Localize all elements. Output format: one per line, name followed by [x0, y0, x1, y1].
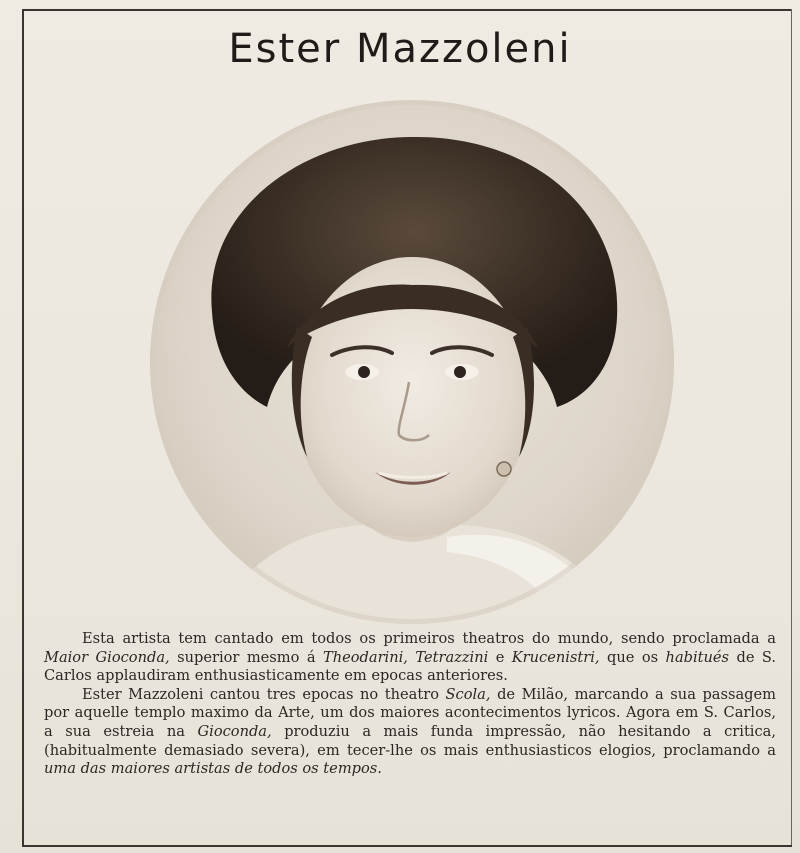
portrait-photo [147, 97, 677, 627]
right-border-rule [791, 9, 792, 847]
text-run: e [488, 648, 512, 666]
text-run: de Milão, marcando a sua passagem por aquelle templo maximo da Arte, um dos maiores acontecimentos lyricos. Agora em S. Carlos, a sua estreia na [44, 685, 776, 740]
page-title: Ester Mazzoleni [228, 26, 572, 72]
text-run: de S. Carlos applaudiram enthusiasticamente em epocas anteriores. [44, 648, 777, 685]
italic-run: Maior Gioconda, [44, 648, 170, 666]
text-run: produziu a mais funda impressão, não hesitando a critica, (habitualmente demasiado severa), em tecer-lhe os mais enthusiasticos elogios, proclamando a [44, 722, 776, 759]
paragraph-1 [44, 630, 776, 686]
paragraph-2 [44, 686, 776, 779]
top-border-rule [22, 9, 792, 11]
left-border-rule [22, 9, 24, 847]
italic-run: Krucenistri, [511, 648, 600, 666]
text-run: Ester Mazzoleni cantou tres epocas no theatro [82, 685, 446, 703]
text-run: que os [599, 648, 666, 666]
text-run: Esta artista tem cantado em todos os primeiros theatros do mundo, sendo proclamada a [82, 630, 776, 647]
text-run: superior mesmo á [169, 648, 323, 666]
article-text [44, 630, 776, 779]
bottom-border-rule [22, 845, 792, 847]
italic-run: Theodarini, Tetrazzini [322, 648, 489, 666]
italic-run: habitués [665, 648, 730, 666]
italic-run: Scola, [445, 685, 491, 703]
italic-run: Gioconda, [197, 722, 272, 740]
italic-run: uma das maiores artistas de todos os tempos. [44, 760, 382, 778]
